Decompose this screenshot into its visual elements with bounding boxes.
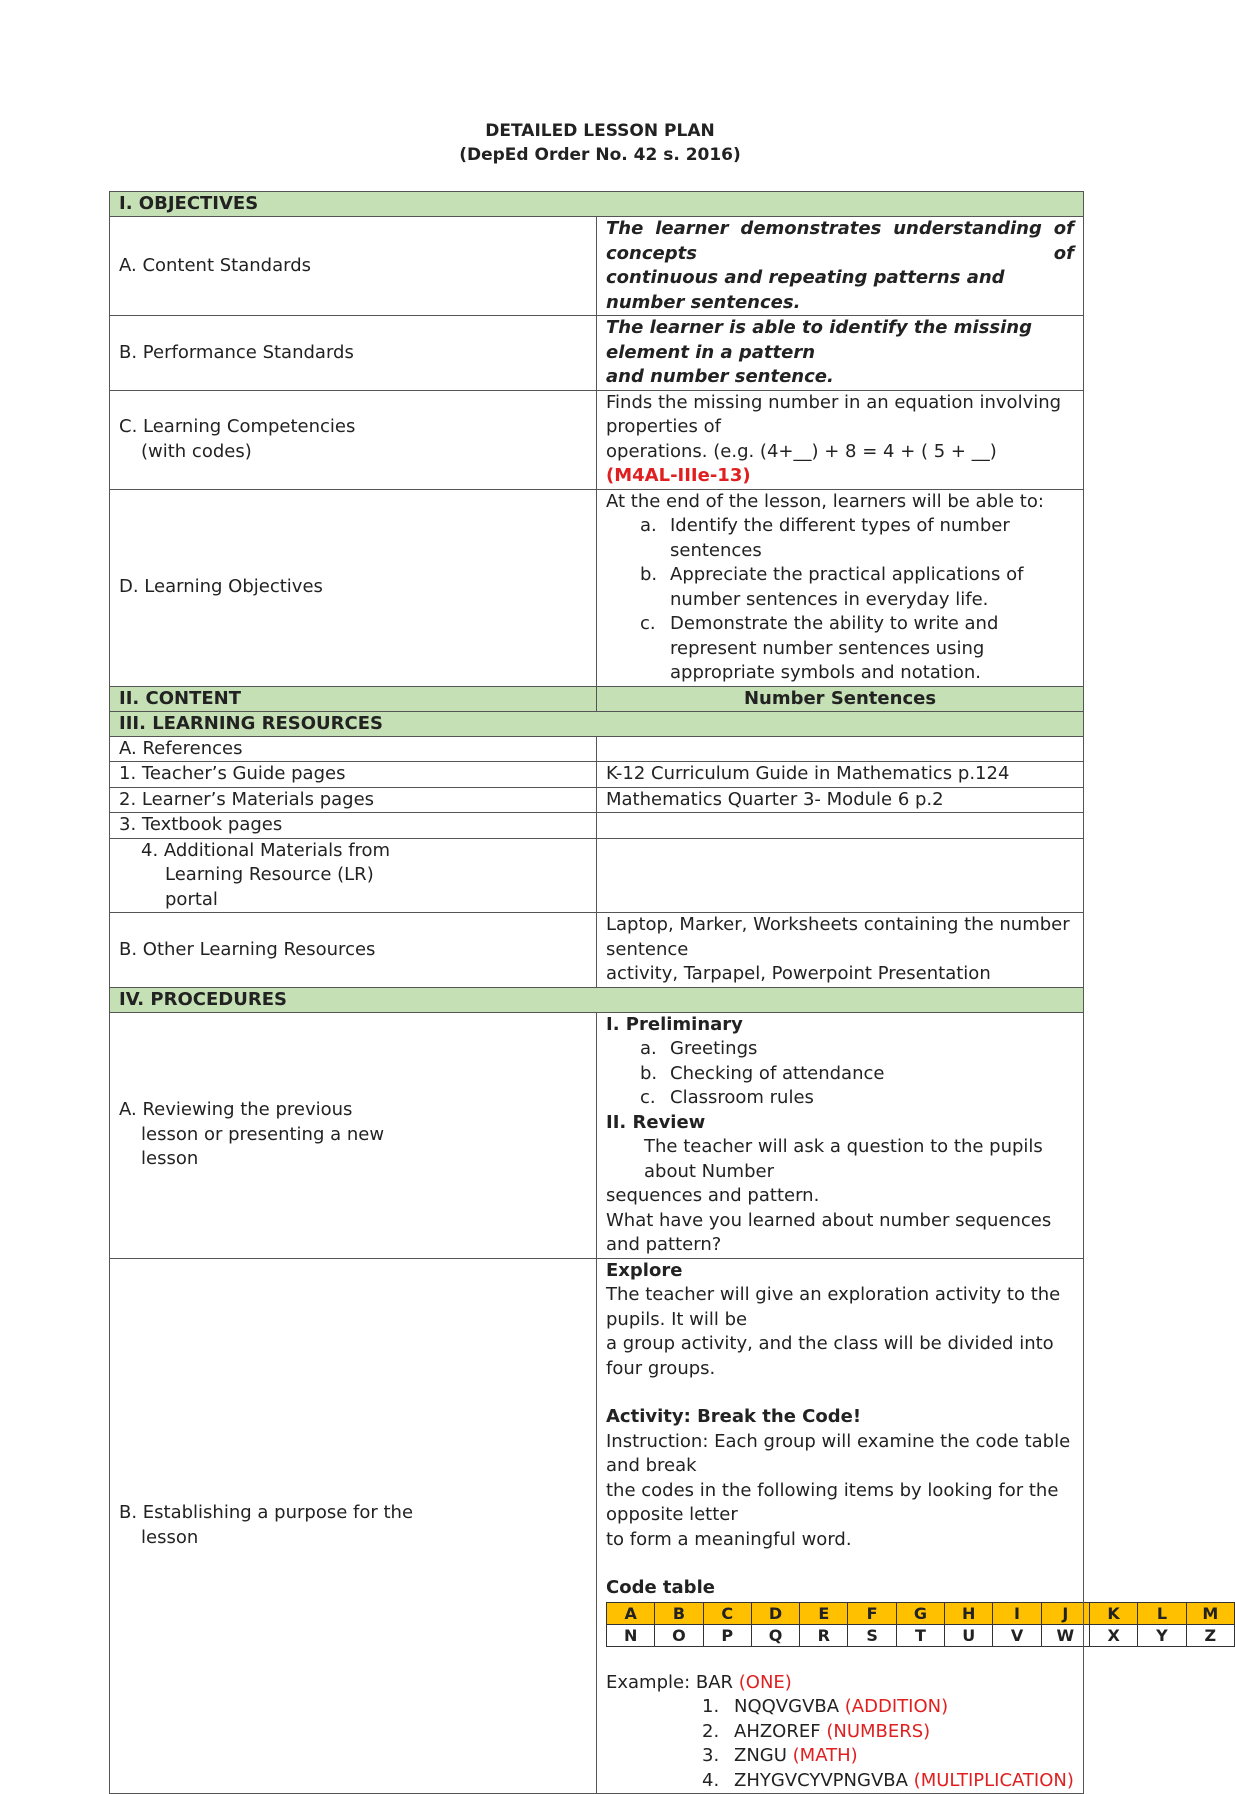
code-cell: H <box>945 1602 993 1624</box>
competency-code: (M4AL-IIIe-13) <box>606 465 751 486</box>
list-item: 1. NQQVGVBA (ADDITION) <box>702 1696 949 1717</box>
code-cell: Y <box>1138 1624 1186 1646</box>
section-heading: IV. PROCEDURES <box>110 987 1084 1012</box>
other-resources-value: Laptop, Marker, Worksheets containing the number sentence activity, Tarpapel, Powerpoint Presentation <box>597 913 1084 988</box>
code-cell: U <box>945 1624 993 1646</box>
table-row <box>110 813 1084 839</box>
code-cell: E <box>800 1602 848 1624</box>
code-cell: Q <box>751 1624 799 1646</box>
performance-standards-value: The learner is able to identify the missing element in a pattern and number sentence. <box>597 316 1084 391</box>
learning-objectives-value: At the end of the lesson, learners will be able to: a. Identify the different types of number sentences b. Appreciate the practical applications of number sentences in everyday life. c. Demonstrate the ability to write and represent number sentences using appropriate symbols and notation. <box>597 489 1084 686</box>
code-cell: F <box>848 1602 896 1624</box>
explore-heading: Explore <box>606 1259 683 1281</box>
table-row <box>110 838 1084 913</box>
row-label: 3. Textbook pages <box>110 813 597 839</box>
code-cell: X <box>1089 1624 1137 1646</box>
section-objectives <box>110 192 1084 217</box>
code-row-bottom <box>607 1624 1235 1646</box>
page-subtitle: (DepEd Order No. 42 s. 2016) <box>459 145 741 165</box>
code-cell: M <box>1186 1602 1234 1624</box>
page-title: DETAILED LESSON PLAN <box>485 121 715 141</box>
code-table <box>606 1602 1235 1647</box>
code-cell: R <box>800 1624 848 1646</box>
code-table-heading: Code table <box>606 1577 715 1598</box>
code-cell: I <box>993 1602 1041 1624</box>
table-row <box>110 787 1084 813</box>
code-cell: D <box>751 1602 799 1624</box>
code-row-top <box>607 1602 1235 1624</box>
code-cell: G <box>896 1602 944 1624</box>
section-resources <box>110 711 1084 736</box>
example-answer: (ONE) <box>738 1671 792 1693</box>
list-item: 3. ZNGU (MATH) <box>702 1745 858 1766</box>
reviewing-value: I. Preliminary a. Greetings b. Checking of attendance c. Classroom rules II. Review The teacher will ask a question to the pupils about Number sequences and pattern. What have you learned about number sequences and pattern? <box>597 1012 1084 1258</box>
code-cell: K <box>1089 1602 1137 1624</box>
establishing-value: Explore The teacher will give an exploration activity to the pupils. It will be a group activity, and the class will be divided into four groups. Activity: Break the Code! Instruction: Each group will examine the code table and break the codes in the following items by looking for the opposite letter to form a meaningful word. Code table A B C D E F G H I J K L M N O P Q R S T U V W X Y Z Example: BAR (ONE) 1. NQQVGVBA (ADDITION) 2. AHZOREF (NUMBERS) 3. ZNGU (MATH) 4. ZHYGVCYVPNGVBA (MULTIPLICATION) <box>597 1258 1084 1794</box>
lesson-plan-table <box>109 191 1219 1794</box>
content-standards-value: The learner demonstrates understanding of concepts of continuous and repeating patterns and number sentences. <box>597 217 1084 316</box>
code-cell: P <box>703 1624 751 1646</box>
code-cell: T <box>896 1624 944 1646</box>
row-label: 2. Learner’s Materials pages <box>110 787 597 813</box>
section-heading: II. CONTENT <box>110 686 597 711</box>
list-item: a. Identify the different types of number sentences <box>640 515 1010 561</box>
list-item: 2. AHZOREF (NUMBERS) <box>702 1720 931 1742</box>
table-row <box>110 913 1084 988</box>
code-cell: J <box>1041 1602 1089 1624</box>
table-row <box>110 217 1084 316</box>
code-items-list <box>606 1695 1074 1793</box>
table-row <box>110 736 1084 762</box>
review-heading: II. Review <box>606 1111 706 1133</box>
code-cell: B <box>655 1602 703 1624</box>
code-cell: Z <box>1186 1624 1234 1646</box>
row-label: A. Content Standards <box>110 217 597 316</box>
code-cell: W <box>1041 1624 1089 1646</box>
table-row <box>110 1258 1084 1794</box>
table-row <box>110 1012 1084 1258</box>
teachers-guide-value: K-12 Curriculum Guide in Mathematics p.124 <box>597 762 1084 788</box>
example-text: Example: BAR <box>606 1671 734 1693</box>
table-row <box>110 316 1084 391</box>
table-row <box>110 390 1084 489</box>
list-item: b. Checking of attendance <box>640 1062 885 1084</box>
list-item: c. Demonstrate the ability to write and represent number sentences using appropriate symbols and notation. <box>640 613 999 683</box>
code-cell: V <box>993 1624 1041 1646</box>
table-row <box>110 489 1084 686</box>
row-label: B. Other Learning Resources <box>110 913 597 988</box>
code-cell: C <box>703 1602 751 1624</box>
list-item: b. Appreciate the practical applications of number sentences in everyday life. <box>640 564 1024 610</box>
activity-heading: Activity: Break the Code! <box>606 1406 862 1427</box>
row-label: A. Reviewing the previous lesson or presenting a new lesson <box>110 1012 597 1258</box>
section-procedures <box>110 987 1084 1012</box>
code-cell: S <box>848 1624 896 1646</box>
section-content <box>110 686 1084 711</box>
content-topic: Number Sentences <box>597 686 1084 711</box>
code-cell: O <box>655 1624 703 1646</box>
row-label: C. Learning Competencies (with codes) <box>110 390 597 489</box>
row-label: 1. Teacher’s Guide pages <box>110 762 597 788</box>
list-item: c. Classroom rules <box>640 1087 814 1108</box>
row-label: B. Establishing a purpose for the lesson <box>110 1258 597 1794</box>
competencies-value: Finds the missing number in an equation involving properties of operations. (e.g. (4+__) + 8 = 4 + ( 5 + __) (M4AL-IIIe-13) <box>597 390 1084 489</box>
section-heading: I. OBJECTIVES <box>110 192 1084 217</box>
preliminary-heading: I. Preliminary <box>606 1013 743 1035</box>
section-heading: III. LEARNING RESOURCES <box>110 711 1084 736</box>
row-label: B. Performance Standards <box>110 316 597 391</box>
row-label: A. References <box>110 736 597 762</box>
preliminary-list <box>606 1037 1074 1111</box>
code-cell: A <box>607 1602 655 1624</box>
list-item: a. Greetings <box>640 1038 758 1059</box>
code-cell: N <box>607 1624 655 1646</box>
table-row <box>110 762 1084 788</box>
code-cell: L <box>1138 1602 1186 1624</box>
row-label: 4. Additional Materials from Learning Resource (LR) portal <box>110 838 597 913</box>
learners-materials-value: Mathematics Quarter 3- Module 6 p.2 <box>597 787 1084 813</box>
row-label: D. Learning Objectives <box>110 489 597 686</box>
objectives-list <box>606 514 1074 686</box>
list-item: 4. ZHYGVCYVPNGVBA (MULTIPLICATION) <box>702 1769 1074 1791</box>
